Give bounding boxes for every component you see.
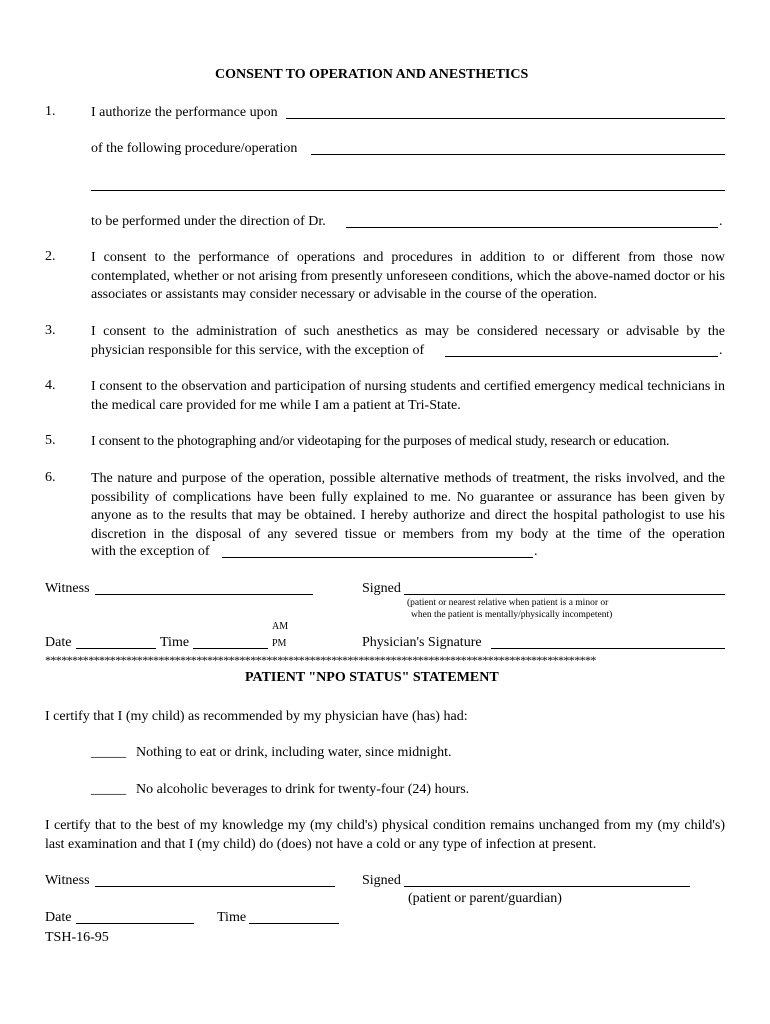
npo-date-field[interactable] <box>76 923 194 924</box>
doctor-name-field[interactable] <box>346 227 718 228</box>
item-5-number: 5. <box>45 433 56 448</box>
item-1-line-2: of the following procedure/operation <box>91 141 298 156</box>
npo-certify-1: I certify that I (my child) as recommended by my physician have (has) had: <box>45 709 468 724</box>
item-1-number: 1. <box>45 104 56 119</box>
npo-time-label: Time <box>217 910 247 925</box>
item-3-line-1: I consent to the administration of such anesthetics as may be considered necessary or advisable by the <box>91 324 725 339</box>
physician-signature-field[interactable] <box>491 648 725 649</box>
item-6-last-line: with the exception of <box>91 544 210 559</box>
item-5-text: I consent to the photographing and/or videotaping for the purposes of medical study, research or education. <box>91 434 670 449</box>
npo-date-label: Date <box>45 910 72 925</box>
npo-witness-label: Witness <box>45 873 90 888</box>
patient-signature-field[interactable] <box>404 594 725 595</box>
pm-label: PM <box>272 638 287 649</box>
item-6-period: . <box>534 544 538 559</box>
npo-signed-label: Signed <box>362 873 401 888</box>
item-2-text: I consent to the performance of operations and procedures in addition to or different from those now contemplated, whether or not arising from presently unforeseen conditions, which the above-named doctor or his associates or assistants may consider necessary or advisable in the course of the operation. <box>91 250 725 302</box>
signed-note-2: when the patient is mentally/physically incompetent) <box>411 610 613 620</box>
item-1-line-4: to be performed under the direction of Dr. <box>91 214 326 229</box>
npo-option-2-text: No alcoholic beverages to drink for twenty-four (24) hours. <box>136 782 470 797</box>
item-4-text: I consent to the observation and participation of nursing students and certified emergency medical technicians in the medical care provided for me while I am a patient at Tri-State. <box>91 379 725 413</box>
patient-name-field[interactable] <box>286 118 725 119</box>
npo-signed-note: (patient or parent/guardian) <box>408 891 562 906</box>
witness-label: Witness <box>45 581 90 596</box>
time-label: Time <box>160 635 190 650</box>
signed-label: Signed <box>362 581 401 596</box>
npo-witness-field[interactable] <box>95 886 335 887</box>
npo-title: PATIENT "NPO STATUS" STATEMENT <box>245 670 499 685</box>
tissue-exception-field[interactable] <box>222 557 533 558</box>
npo-option-1-blank[interactable]: _____ <box>91 745 126 760</box>
item-6-number: 6. <box>45 470 56 485</box>
signed-note-1: (patient or nearest relative when patient is a minor or <box>407 598 609 608</box>
item-4-number: 4. <box>45 378 56 393</box>
witness-signature-field[interactable] <box>95 594 313 595</box>
date-label: Date <box>45 635 72 650</box>
separator-stars: ****************************************************************************************************** <box>45 653 596 667</box>
form-code: TSH-16-95 <box>45 930 109 945</box>
item-2-number: 2. <box>45 249 56 264</box>
item-3-period: . <box>719 343 723 358</box>
npo-option-1-text: Nothing to eat or drink, including water, since midnight. <box>136 745 452 760</box>
form-title: CONSENT TO OPERATION AND ANESTHETICS <box>215 67 529 82</box>
time-field[interactable] <box>193 648 268 649</box>
item-3-line-2: physician responsible for this service, with the exception of <box>91 343 425 358</box>
am-label: AM <box>272 621 289 632</box>
item-3-number: 3. <box>45 323 56 338</box>
item-6-text: The nature and purpose of the operation, possible alternative methods of treatment, the risks involved, and the possibility of complications have been fully explained to me. No guarantee or assurance has been given by anyone as to the results that may be obtained. I hereby authorize and direct the hospital pathologist to use his discretion in the disposal of any severed tissue or members from my body at the time of the operation <box>91 471 725 542</box>
procedure-field-2[interactable] <box>91 190 725 191</box>
procedure-field-1[interactable] <box>311 154 725 155</box>
item-1-period: . <box>719 214 723 229</box>
date-field[interactable] <box>76 648 156 649</box>
npo-time-field[interactable] <box>249 923 339 924</box>
item-1-line-1: I authorize the performance upon <box>91 105 278 120</box>
npo-certify-2: I certify that to the best of my knowledge my (my child's) physical condition remains unchanged from my (my child's) last examination and that I (my child) do (does) not have a cold or any type of infection at present. <box>45 818 725 852</box>
anesthetic-exception-field[interactable] <box>445 356 718 357</box>
npo-option-2-blank[interactable]: _____ <box>91 782 126 797</box>
npo-signature-field[interactable] <box>404 886 690 887</box>
physician-signature-label: Physician's Signature <box>362 635 482 650</box>
